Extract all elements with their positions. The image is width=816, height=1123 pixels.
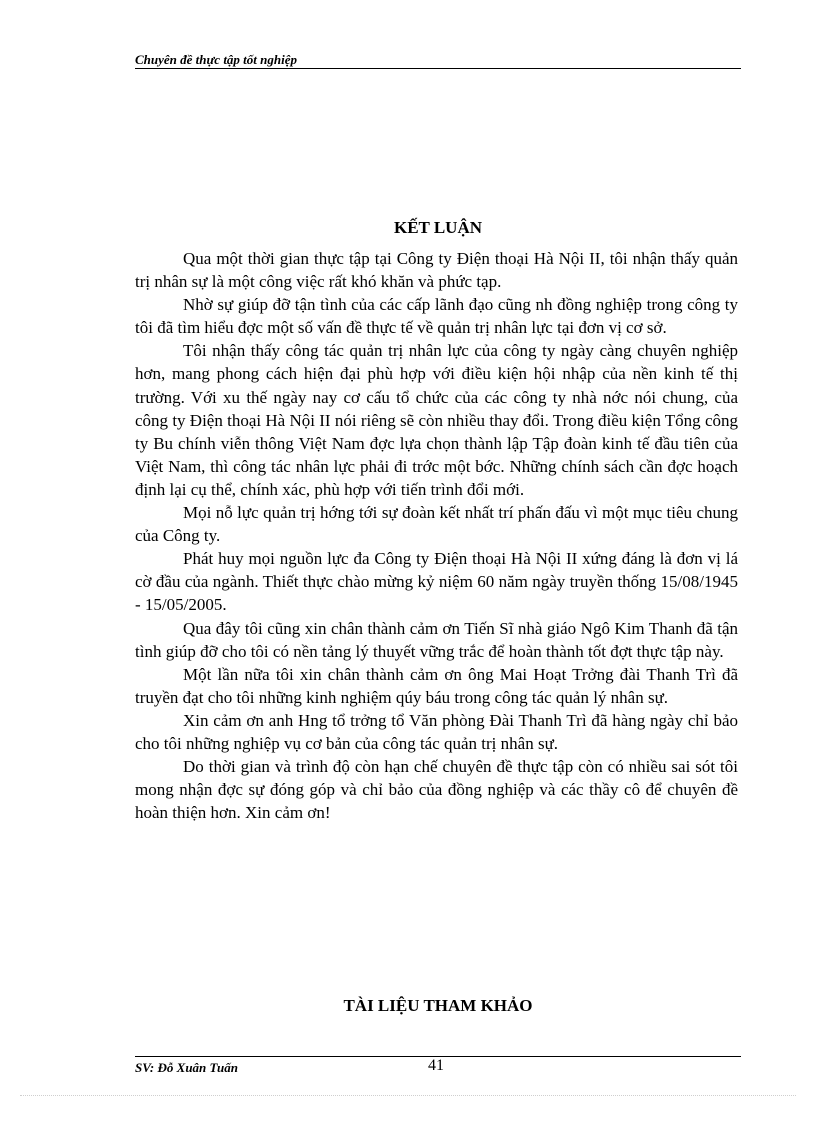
paragraph: Do thời gian và trình độ còn hạn chế chuyên đề thực tập còn có nhiều sai sót tôi mong nhận đợc sự đóng góp và chỉ bảo của đồng nghiệp và các thầy cô để chuyên đề hoàn thiện hơn. Xin cảm ơn! xyxy=(135,757,738,823)
paragraph: Qua đây tôi cũng xin chân thành cảm ơn Tiến Sĩ nhà giáo Ngô Kim Thanh đã tận tình giúp đỡ cho tôi có nền tảng lý thuyết vững trắc để hoàn thành tốt đợt thực tập này. xyxy=(135,618,738,661)
page-number: 41 xyxy=(428,1057,444,1074)
paragraph: Phát huy mọi nguồn lực đa Công ty Điện thoại Hà Nội II xứng đáng là đơn vị lá cờ đầu của ngành. Thiết thực chào mừng kỷ niệm 60 năm ngày truyền thống 15/08/1945 - 15/05/2005. xyxy=(135,549,738,615)
body-text xyxy=(135,247,738,824)
page-edge-divider xyxy=(20,1095,796,1096)
running-header-title: Chuyên đề thực tập tốt nghiệp xyxy=(135,52,297,67)
paragraph: Xin cảm ơn anh Hng tổ trởng tổ Văn phòng Đài Thanh Trì đã hàng ngày chỉ bảo cho tôi những nghiệp vụ cơ bản của công tác quản trị nhân sự. xyxy=(135,710,738,753)
paragraph: Một lần nữa tôi xin chân thành cảm ơn ông Mai Hoạt Trởng đài Thanh Trì đã truyền đạt cho tôi những kinh nghiệm qúy báu trong công tác quản lý nhân sự. xyxy=(135,664,738,707)
paragraph: Mọi nỗ lực quản trị hớng tới sự đoàn kết nhất trí phấn đấu vì một mục tiêu chung của Công ty. xyxy=(135,503,738,546)
running-header xyxy=(135,50,741,69)
paragraph: Tôi nhận thấy công tác quản trị nhân lực của công ty ngày càng chuyên nghiệp hơn, mang phong cách hiện đại phù hợp với điều kiện hội nhập của nền kinh tế thị trường. Với xu thế ngày nay cơ cấu tổ chức của các công ty nhà nớc nói chung, của công ty Điện thoại Hà Nội II nói riêng sẽ còn nhiều thay đổi. Trong điều kiện Tổng công ty Bu chính viễn thông Việt Nam đợc lựa chọn thành lập Tập đoàn kinh tế đầu tiên của Việt Nam, thì công tác nhân lực phải đi trớc một bớc. Những chính sách cần đợc hoạch định lại cụ thể, chính xác, phù hợp với tiến trình đổi mới. xyxy=(135,341,738,499)
paragraph: Qua một thời gian thực tập tại Công ty Điện thoại Hà Nội II, tôi nhận thấy quản trị nhân sự là một công việc rất khó khăn và phức tạp. xyxy=(135,249,738,292)
paragraph: Nhờ sự giúp đỡ tận tình của các cấp lãnh đạo cũng nh đồng nghiệp trong công ty tôi đã tìm hiểu đợc một số vấn đề thực tế về quản trị nhân lực tại đơn vị cơ sở. xyxy=(135,295,738,338)
footer-author: SV: Đỗ Xuân Tuấn xyxy=(135,1060,238,1075)
references-title: TÀI LIỆU THAM KHẢO xyxy=(343,996,533,1015)
section-title: KẾT LUẬN xyxy=(393,218,482,237)
